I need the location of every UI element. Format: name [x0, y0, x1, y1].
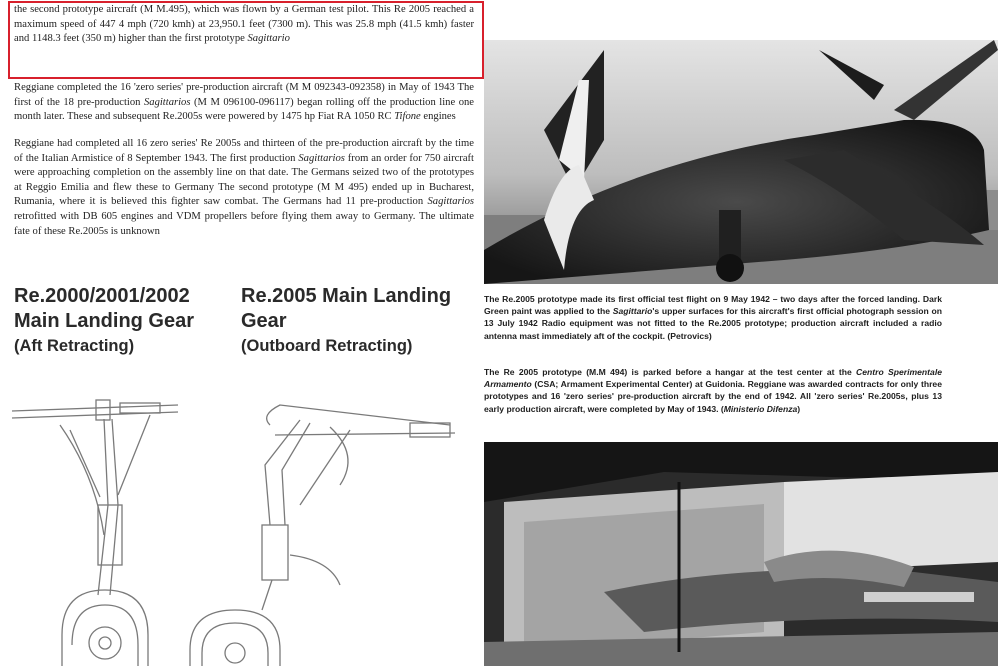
text-run: Reggiane completed the 16 'zero series' pre-production aircraft (M M 092343-092358) in May of 1943 The first of the 18 pre-production [14, 82, 474, 108]
landing-gear-drawings [0, 385, 480, 666]
right-column [480, 0, 1000, 666]
text-run: engines [420, 111, 456, 123]
italic-text-run: Centro Sperimentale Armamento [484, 367, 942, 390]
italic-text-run: Sagittario [247, 33, 290, 45]
italic-text-run: Sagittario [612, 306, 653, 317]
gear-title-aft-subtitle: (Aft Retracting) [14, 337, 135, 355]
aft-retracting-gear-drawing [12, 400, 178, 666]
photo-caption-2 [484, 366, 942, 415]
body-paragraph-3 [14, 137, 474, 239]
text-run: from an order for 750 aircraft were approaching completion on the assembly line on that date. The Germans seized two of the prototypes at Reggio Emilia and flew these to Germany The second prototype (M M 495) ended up in Bucharest, Rumania, where it is believed this fighter saw combat. The Germans had 11 pre-production [14, 152, 475, 208]
text-run: 's upper surfaces for this aircraft's first official photograph session on 13 July 1942 Radio equipment was not fitted to the Re.2005 prototype; production aircraft included a radio antenna mast immediately aft of the cockpit. (Petrovics) [484, 306, 942, 341]
left-column [0, 0, 490, 666]
text-run: (CSA; Armament Experimental Center) at Guidonia. Reggiane was awarded contracts for only three prototypes and 16 'zero series' pre-production aircraft by the end of 1942. All 'zero series' Re.2005s, plus 13 early production aircraft, were completed by May of 1943. ( [484, 379, 942, 414]
italic-text-run: Sagittarios [143, 96, 191, 108]
gear-title-outboard [241, 284, 481, 358]
text-run: ) [797, 403, 801, 414]
text-run: The Re 2005 prototype (M.M 494) is parked before a hangar at the test center at the [484, 367, 857, 377]
italic-text-run: Sagittarios [427, 196, 474, 208]
outboard-retracting-gear-drawing [190, 405, 455, 666]
text-run: Reggiane had completed all 16 zero series' Re 2005s and thirteen of the pre-production aircraft by the time of the Italian Armistice of 8 September 1943. The first production [14, 138, 474, 164]
highlight-box [8, 1, 484, 79]
photo-caption-1 [484, 293, 942, 342]
italic-text-run: Ministerio Difenza [723, 403, 798, 414]
text-run: The Re.2005 prototype made its first official test flight on 9 May 1942 – two days after the forced landing. Dark Green paint was applied to the [484, 294, 942, 317]
text-run: retrofitted with DB 605 engines and VDM propellers before flying them away to Germany. The ultimate fate of these Re.2005s is unknown [14, 210, 474, 237]
gear-title-aft-heading: Re.2000/2001/2002 Main Landing Gear [14, 285, 195, 332]
photo-re2005-hangar [484, 442, 998, 666]
text-run: the second prototype aircraft (M M.495), which was flown by a German test pilot. This Re 2005 reached a maximum speed of 447 4 mph (720 kmh) at 23,950.1 feet (7300 m). This was 25.8 mph (41.5 kmh) faster and 1148.3 feet (350 m) higher than the first prototype [14, 4, 474, 45]
gear-title-outboard-subtitle: (Outboard Retracting) [241, 337, 413, 355]
gear-title-aft [14, 284, 234, 358]
italic-text-run: Sagittarios [298, 152, 345, 164]
italic-text-run: Tifone [394, 111, 421, 123]
body-paragraph-2 [14, 81, 474, 125]
text-run: (M M 096100-096117) began rolling off the production line one month later. These and subsequent Re.2005s were powered by 1475 hp Fiat RA 1050 RC [14, 96, 474, 123]
gear-title-outboard-heading: Re.2005 Main Landing Gear [241, 285, 452, 332]
photo-re2005-prototype-flight [484, 40, 998, 284]
